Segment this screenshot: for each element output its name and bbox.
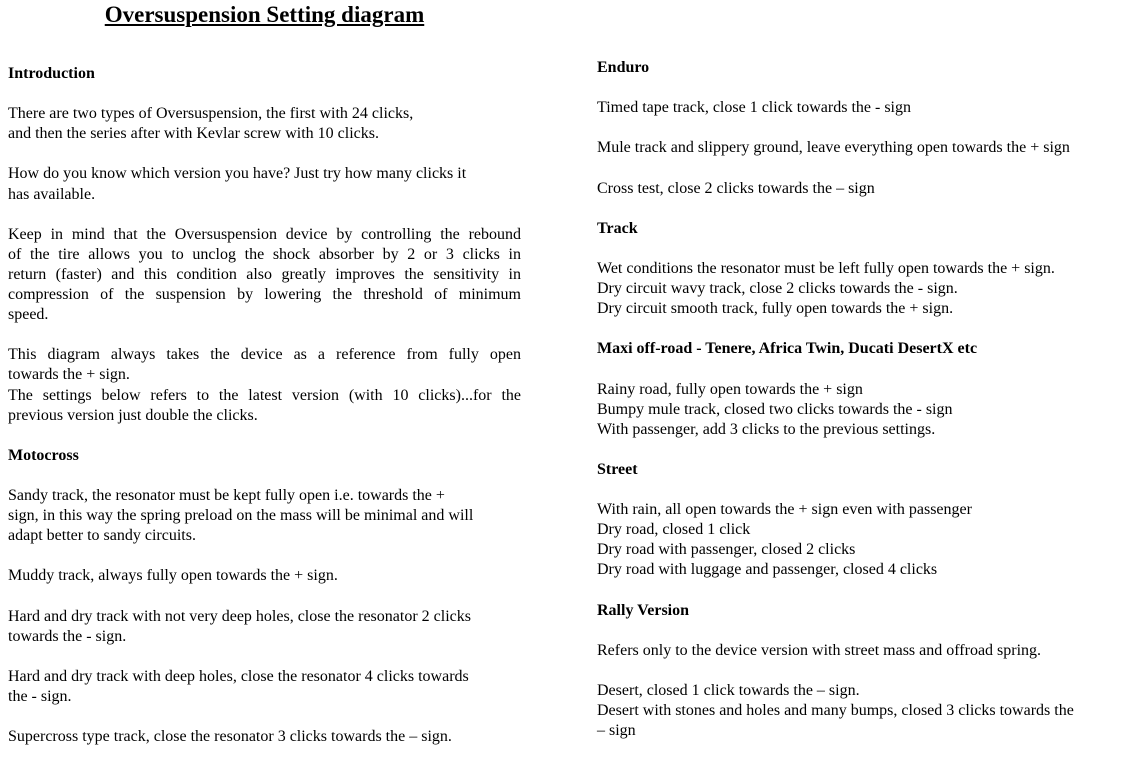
text-line: sign, in this way the spring preload on the mass will be minimal and will <box>8 507 474 525</box>
paragraph <box>597 681 1131 741</box>
text-line: Hard and dry track with not very deep holes, close the resonator 2 clicks <box>8 607 471 625</box>
paragraph <box>8 486 521 546</box>
right-column <box>597 58 1131 761</box>
text-line: – sign <box>597 722 636 740</box>
paragraph <box>8 104 521 144</box>
document-title: Oversuspension Setting diagram <box>104 2 425 27</box>
paragraph <box>597 641 1131 661</box>
paragraph <box>8 727 521 747</box>
text-line: Timed tape track, close 1 click towards the - sign <box>597 99 911 117</box>
text-line: Dry circuit smooth track, fully open towards the + sign. <box>597 300 954 318</box>
text-line: Rainy road, fully open towards the + sign <box>597 380 863 398</box>
text-line: Desert with stones and holes and many bumps, closed 3 clicks towards the <box>597 702 1074 719</box>
text-line: There are two types of Oversuspension, the first with 24 clicks, <box>8 105 414 123</box>
section-heading: Motocross <box>8 446 79 464</box>
text-line: Desert, closed 1 click towards the – sign. <box>597 681 860 699</box>
paragraph <box>597 380 1131 440</box>
text-line: has available. <box>8 185 96 203</box>
text-line: How do you know which version you have? Just try how many clicks it <box>8 165 467 183</box>
text-line: Supercross type track, close the resonator 3 clicks towards the – sign. <box>8 728 452 746</box>
text-line: adapt better to sandy circuits. <box>8 527 196 545</box>
section-heading: Rally Version <box>597 601 690 619</box>
text-line: towards the + sign. <box>8 366 130 384</box>
text-line: Mule track and slippery ground, leave everything open towards the + sign <box>597 139 1070 157</box>
text-line: Cross test, close 2 clicks towards the – sign <box>597 179 875 197</box>
text-line: Dry road with passenger, closed 2 clicks <box>597 541 856 559</box>
section-heading: Enduro <box>597 59 650 76</box>
text-line: previous version just double the clicks. <box>8 406 258 424</box>
text-line: Hard and dry track with deep holes, close the resonator 4 clicks towards <box>8 667 469 685</box>
text-line: Bumpy mule track, closed two clicks towards the - sign <box>597 400 953 418</box>
text-line: Dry circuit wavy track, close 2 clicks towards the - sign. <box>597 280 958 298</box>
paragraph <box>8 225 521 325</box>
text-line: Muddy track, always fully open towards the + sign. <box>8 567 338 585</box>
section-heading: Street <box>597 460 638 478</box>
paragraph <box>597 259 1131 319</box>
paragraph <box>8 607 521 647</box>
text-line: Wet conditions the resonator must be left fully open towards the + sign. <box>597 259 1055 277</box>
text-line: The settings below refers to the latest version (with 10 clicks)...for the <box>8 386 521 404</box>
paragraph <box>597 138 1131 158</box>
paragraph <box>8 345 521 425</box>
paragraph <box>597 179 1131 199</box>
paragraph <box>597 98 1131 118</box>
text-line: towards the - sign. <box>8 627 127 645</box>
text-line: Dry road, closed 1 click <box>597 521 751 539</box>
paragraph <box>8 667 521 707</box>
text-line: of the tire allows you to unclog the shock absorber by 2 or 3 clicks in <box>8 245 521 263</box>
section-heading: Maxi off-road - Tenere, Africa Twin, Ducati DesertX etc <box>597 340 978 358</box>
text-line: Sandy track, the resonator must be kept fully open i.e. towards the + <box>8 486 445 504</box>
paragraph <box>8 566 521 586</box>
text-line: With rain, all open towards the + sign even with passenger <box>597 501 972 519</box>
paragraph <box>8 164 521 204</box>
text-line: With passenger, add 3 clicks to the previous settings. <box>597 420 936 438</box>
section-heading: Introduction <box>8 65 95 82</box>
text-line: Keep in mind that the Oversuspension device by controlling the rebound <box>8 225 521 243</box>
paragraph <box>597 500 1131 580</box>
text-line: Dry road with luggage and passenger, closed 4 clicks <box>597 561 938 579</box>
text-line: speed. <box>8 306 49 324</box>
text-line: and then the series after with Kevlar screw with 10 clicks. <box>8 125 379 143</box>
text-line: This diagram always takes the device as a reference from fully open <box>8 346 521 364</box>
text-line: the - sign. <box>8 687 72 705</box>
text-line: return (faster) and this condition also greatly improves the sensitivity in <box>8 265 521 283</box>
section-heading: Track <box>597 219 638 237</box>
text-line: Refers only to the device version with street mass and offroad spring. <box>597 641 1042 659</box>
text-line: compression of the suspension by lowering the threshold of minimum <box>8 286 521 304</box>
left-column <box>8 64 521 767</box>
